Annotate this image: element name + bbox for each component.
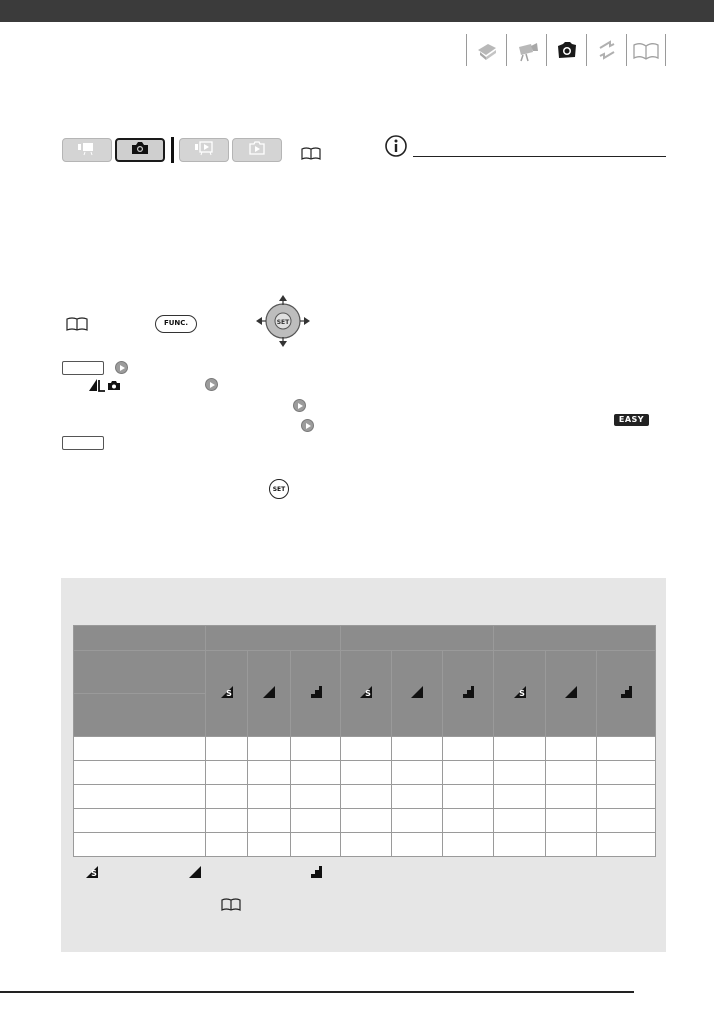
capacity-table-panel [61, 578, 666, 952]
next-step-arrow-icon [293, 399, 306, 412]
table-subheader-corner [74, 694, 206, 737]
table-row [74, 785, 656, 809]
photo-record-mode-icon [130, 140, 150, 160]
fine-icon [564, 684, 578, 703]
photo-playback-mode-button [232, 138, 282, 162]
table-row [74, 737, 656, 761]
normal-icon [309, 864, 323, 883]
table-header-group [206, 626, 341, 651]
notes-divider-line [413, 156, 666, 157]
chapter-icon-strip [466, 34, 666, 66]
table-row [74, 833, 656, 857]
set-button-label: SET [272, 485, 286, 493]
table-row [74, 809, 656, 833]
quality-header-cell [341, 651, 392, 737]
video-icon [506, 34, 546, 66]
table-header-group [341, 626, 494, 651]
superfine-icon [220, 684, 234, 703]
photo-playback-mode-icon [247, 140, 267, 160]
fine-icon [262, 684, 276, 703]
svg-text:SET: SET [276, 319, 290, 326]
normal-icon [619, 684, 633, 703]
quality-header-cell [597, 651, 656, 737]
table-header-row [74, 626, 656, 651]
quality-header-cell [248, 651, 291, 737]
next-step-arrow-icon [301, 419, 314, 432]
set-button[interactable] [269, 479, 289, 499]
svg-text:S: S [518, 689, 525, 698]
movie-playback-mode-icon [193, 140, 215, 160]
normal-icon [309, 684, 323, 703]
operating-mode-bar [62, 137, 285, 163]
svg-text:S: S [91, 869, 97, 878]
func-button[interactable] [155, 315, 197, 333]
photo-record-mode-button [115, 138, 165, 162]
superfine-icon [359, 684, 373, 703]
quality-header-cell [443, 651, 494, 737]
movie-record-mode-button [62, 138, 112, 162]
notes-heading [383, 134, 666, 158]
still-image-quality-size-icon [88, 377, 122, 397]
quality-header-cell [494, 651, 546, 737]
table-row [74, 761, 656, 785]
external-connections-icon [586, 34, 626, 66]
mode-divider [171, 137, 174, 163]
additional-info-book-icon [626, 34, 666, 66]
page-reference-book-icon [301, 145, 321, 164]
quality-header-cell [546, 651, 597, 737]
movie-playback-mode-button [179, 138, 229, 162]
fine-icon [188, 864, 202, 883]
legend-book-reference-icon [221, 896, 241, 915]
menu-step-start-box [62, 361, 104, 375]
book-reference-icon [66, 316, 88, 336]
superfine-icon [513, 684, 527, 703]
movie-record-mode-icon [76, 140, 98, 160]
func-button-label: FUNC. [163, 319, 189, 327]
quality-legend [85, 864, 645, 884]
table-header-corner [74, 626, 206, 651]
joystick-icon [254, 293, 312, 353]
quality-header-cell [206, 651, 248, 737]
quality-header-cell [392, 651, 443, 737]
table-subheader-row [74, 651, 656, 694]
next-step-arrow-icon [115, 361, 128, 374]
svg-text:S: S [225, 689, 232, 698]
footer-rule [0, 991, 634, 993]
notes-info-icon [383, 134, 409, 162]
menu-step-end-box [62, 436, 104, 450]
table-header-group [494, 626, 656, 651]
capacity-table [73, 625, 656, 857]
introduction-icon [466, 34, 506, 66]
photo-camera-icon [546, 34, 586, 66]
superfine-icon [85, 864, 99, 883]
normal-icon [461, 684, 475, 703]
easy-mode-badge: EASY [614, 414, 649, 426]
svg-text:S: S [365, 689, 371, 698]
quality-header-cell [291, 651, 341, 737]
table-subheader-corner [74, 651, 206, 694]
top-header-bar [0, 0, 714, 22]
next-step-arrow-icon [205, 378, 218, 391]
fine-icon [410, 684, 424, 703]
